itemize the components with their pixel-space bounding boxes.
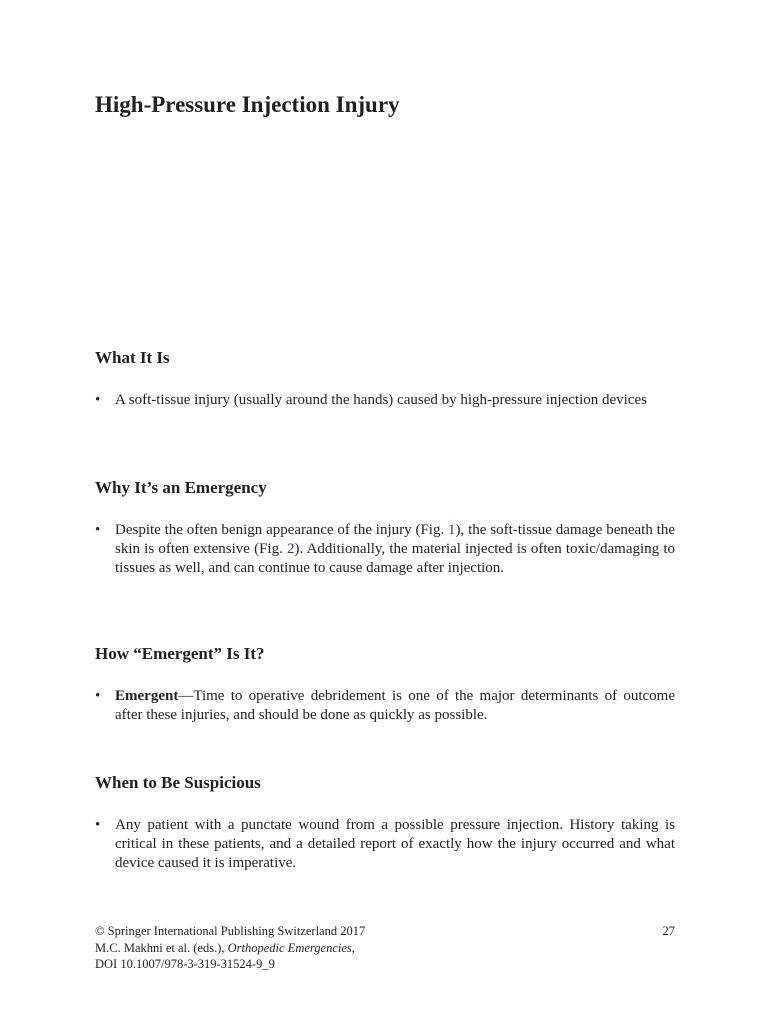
section-heading: How “Emergent” Is It? [95,644,265,663]
bullet-text: —Time to operative debridement is one of the major determinants of outcome after these injuries, and should be done as quickly as possible. [115,688,675,723]
page-footer [95,923,675,973]
section-heading: What It Is [95,348,170,367]
editors-text: M.C. Makhni et al. (eds.), [95,940,228,955]
citation-punctuation: , [351,940,355,955]
bullet-text-part: Despite the often benign appearance of the injury (Fig. [115,522,449,538]
bullet-text-part: ). Additionally, the material injected is often toxic/damaging to tissues as well, and can continue to cause damage after injection. [115,541,675,576]
bullet-icon: • [95,392,101,408]
book-title: Orthopedic Emergencies [227,940,352,955]
doi: DOI 10.1007/978-3-319-31524-9_9 [95,957,275,971]
bullet-text-part: ), the soft-tissue damage beneath the skin is often extensive (Fig. [115,522,675,557]
page-number: 27 [662,924,675,938]
list-item [95,816,675,873]
section-when-suspicious [95,772,675,873]
section-why-emergency [95,477,675,578]
copyright-notice: © Springer International Publishing Switzerland 2017 [95,924,366,938]
bullet-icon: • [95,522,101,538]
citation-line [95,940,675,957]
list-item [95,687,675,725]
list-item [95,521,675,578]
bullet-text: A soft-tissue injury (usually around the hands) caused by high-pressure injection devices [115,392,647,408]
figure-link[interactable]: 2 [287,541,295,557]
bullet-text: Any patient with a punctate wound from a possible pressure injection. History taking is critical in these patients, and a detailed report of exactly how the injury occurred and what device caused it is imperative. [115,817,675,871]
figure-link[interactable]: 1 [448,522,456,538]
chapter-title: High-Pressure Injection Injury [95,92,400,117]
emergency-level-term: Emergent [115,688,179,704]
section-heading: When to Be Suspicious [95,773,261,792]
section-what-it-is [95,347,675,410]
bullet-icon: • [95,688,101,704]
list-item [95,391,675,410]
section-how-emergent [95,643,675,725]
section-heading: Why It’s an Emergency [95,478,267,497]
bullet-icon: • [95,817,101,833]
